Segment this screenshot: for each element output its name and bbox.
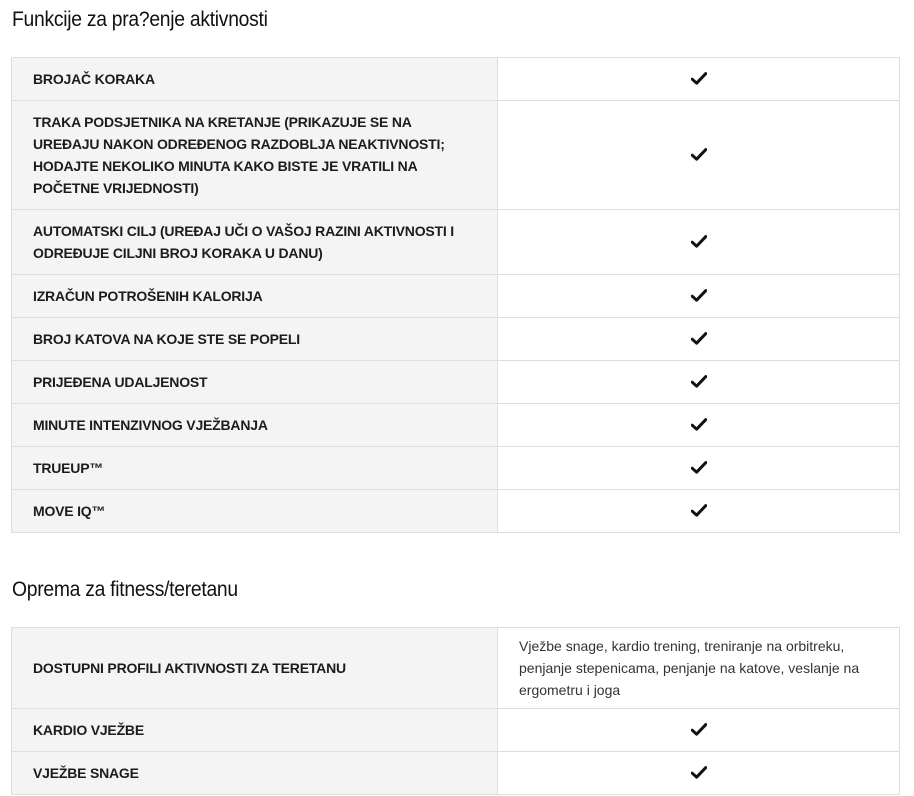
checkmark-icon [691,418,707,431]
table-row [12,361,900,404]
table-row [12,447,900,490]
feature-value [498,752,900,795]
feature-value [498,709,900,752]
checkmark-icon [691,723,707,736]
checkmark-icon [691,332,707,345]
table-row [12,58,900,101]
feature-value [498,404,900,447]
feature-value [498,490,900,533]
feature-label: TRUEUP™ [12,447,498,490]
feature-label: IZRAČUN POTROŠENIH KALORIJA [12,275,498,318]
checkmark-icon [691,72,707,85]
checkmark-icon [691,148,707,161]
feature-label: AUTOMATSKI CILJ (UREĐAJ UČI O VAŠOJ RAZINI AKTIVNOSTI I ODREĐUJE CILJNI BROJ KORAKA U DANU) [12,210,498,275]
fitness-gym-table [11,627,900,795]
table-row [12,318,900,361]
feature-value [498,275,900,318]
checkmark-icon [691,289,707,302]
table-row [12,709,900,752]
activity-tracking-table [11,57,900,533]
feature-label: MINUTE INTENZIVNOG VJEŽBANJA [12,404,498,447]
feature-value [498,58,900,101]
feature-value [498,101,900,210]
feature-value [498,210,900,275]
section-title-fitness-gym: Oprema za fitness/teretanu [12,578,238,601]
table-row [12,404,900,447]
feature-value [498,447,900,490]
feature-label: TRAKA PODSJETNIKA NA KRETANJE (PRIKAZUJE SE NA UREĐAJU NAKON ODREĐENOG RAZDOBLJA NEAKTIVNOSTI; HODAJTE NEKOLIKO MINUTA KAKO BISTE JE VRATILI NA POČETNE VRIJEDNOSTI) [12,101,498,210]
table-row [12,210,900,275]
feature-label: PRIJEĐENA UDALJENOST [12,361,498,404]
checkmark-icon [691,766,707,779]
feature-label: VJEŽBE SNAGE [12,752,498,795]
feature-label: BROJAČ KORAKA [12,58,498,101]
feature-label: KARDIO VJEŽBE [12,709,498,752]
table-row [12,752,900,795]
table-row [12,101,900,210]
table-row [12,490,900,533]
checkmark-icon [691,461,707,474]
feature-label: BROJ KATOVA NA KOJE STE SE POPELI [12,318,498,361]
checkmark-icon [691,235,707,248]
feature-label: DOSTUPNI PROFILI AKTIVNOSTI ZA TERETANU [12,628,498,709]
checkmark-icon [691,504,707,517]
table-row [12,628,900,709]
feature-label: MOVE IQ™ [12,490,498,533]
checkmark-icon [691,375,707,388]
feature-value [498,361,900,404]
table-row [12,275,900,318]
feature-value-text: Vježbe snage, kardio trening, treniranje na orbitreku, penjanje stepenicama, penjanje na katove, veslanje na ergometru i joga [498,628,900,709]
section-title-activity-tracking: Funkcije za pra?enje aktivnosti [12,8,268,31]
feature-value [498,318,900,361]
